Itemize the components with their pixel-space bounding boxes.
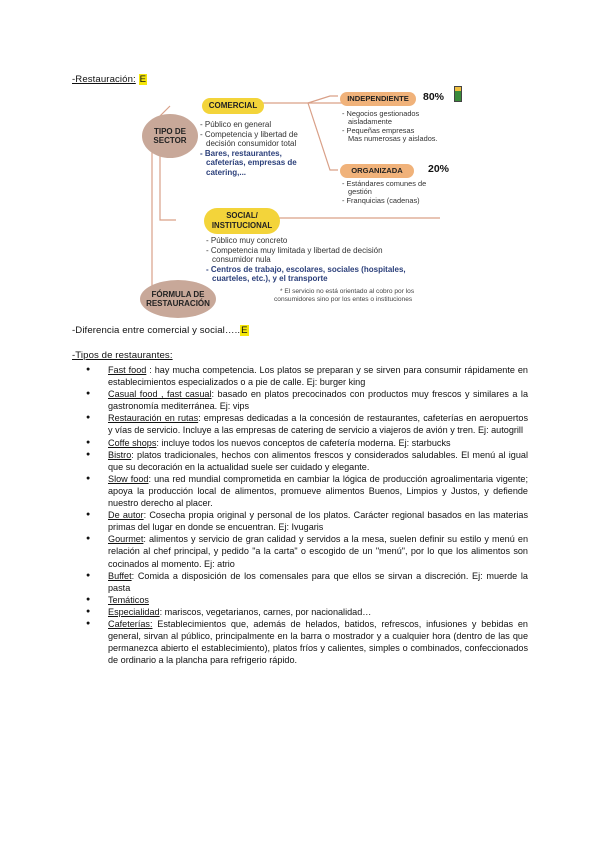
social-bullet: - Competencia muy limitada y libertad de decisión: [206, 245, 383, 255]
restaurant-types-list: [86, 364, 528, 666]
list-item-text: : hay mucha competencia. Los platos se preparan y se sirven para consumir rápidamente en establecimientos especializados o a pie de calle. Ej: burger king: [108, 365, 528, 388]
list-item-term: Especialidad: [108, 606, 160, 617]
diferencia-label: -Diferencia entre comercial y social…..: [72, 325, 241, 336]
independiente-line: - Pequeñas empresas: [342, 125, 415, 135]
tipos-heading: -Tipos de restaurantes:: [72, 350, 173, 361]
organizada-badge: ORGANIZADA: [340, 164, 414, 178]
diagram-footnote: [274, 288, 470, 304]
list-item: [86, 473, 528, 509]
list-item: [86, 437, 528, 449]
list-item: [86, 570, 528, 594]
list-item: [86, 618, 528, 666]
comercial-examples: catering,...: [206, 167, 247, 177]
list-item: [86, 412, 528, 436]
social-examples: - Centros de trabajo, escolares, sociales (hospitales,: [206, 264, 406, 274]
list-item-text: Establecimientos que, además de helados, batidos, refrescos, infusiones y bebidas en general, sirvan al público, principalmente en la barra o mostrador y a cualquier hora (dentro de las que permanezca abierto el establecimiento), platos fríos y calientes, simples o combinados, confeccionados de ordinario a la plancha para refrigerio rápido.: [108, 618, 528, 666]
list-item-text: : platos tradicionales, hechos con alimentos frescos y considerados saludables. El menú al igual que su decoración en la actualidad suele ser cuidado y elegante.: [108, 449, 528, 472]
independiente-line: aisladamente: [348, 117, 392, 127]
highlight-mark: E: [241, 325, 248, 336]
list-item-text: : mariscos, vegetarianos, carnes, por nacionalidad…: [159, 606, 372, 617]
social-badge: [204, 208, 280, 234]
list-item: [86, 606, 528, 618]
list-item-term: Slow food: [108, 473, 149, 484]
comercial-badge: COMERCIAL: [202, 98, 264, 114]
tipo-sector-line-1: TIPO DE: [153, 127, 186, 136]
comercial-bullet: - Público en general: [200, 120, 272, 129]
organizada-details: [342, 180, 462, 205]
list-item-term: De autor: [108, 510, 144, 521]
tipo-sector-node: [142, 114, 198, 158]
list-item: [86, 364, 528, 388]
comercial-details: [200, 120, 330, 178]
comercial-bullet: - Competencia y libertad de: [200, 129, 298, 139]
list-item-term: Restauración en rutas: [108, 413, 199, 424]
formula-line-1: FÓRMULA DE: [151, 290, 205, 299]
list-item-term: Cafeterías:: [108, 618, 153, 629]
independiente-percent: 80%: [423, 91, 445, 103]
list-item-term: Fast food: [108, 365, 147, 375]
list-item-term: Buffet: [108, 570, 132, 581]
social-bullet: consumidor nula: [212, 255, 271, 265]
formula-line-2: RESTAURACIÓN: [146, 299, 210, 308]
highlight-mark: E: [139, 74, 147, 85]
organizada-line: gestión: [348, 187, 372, 197]
list-item-text: : una red mundial comprometida en cambiar la lógica de producción agroalimentaria vigente; apoya la producción local de alimentos, promueve alimentos Buenos, Limpios y Justos, y defiende nuestro derecho al placer.: [108, 473, 528, 509]
list-item-text: : Comida a disposición de los comensales para que ellos se sirvan a discreción. Ej: muerde la pasta: [108, 570, 528, 593]
list-item-term: Casual food , fast casual: [108, 389, 212, 400]
social-label-line-2: INSTITUCIONAL: [211, 221, 273, 230]
organizada-line: - Franquicias (cadenas): [342, 195, 420, 205]
independiente-line: - Negocios gestionados: [342, 109, 420, 118]
diferencia-line: [72, 325, 249, 336]
comercial-examples: cafeterías, empresas de: [206, 158, 297, 168]
social-details: [206, 236, 456, 284]
list-item-text: : incluye todos los nuevos conceptos de cafetería moderna. Ej: starbucks: [156, 437, 451, 448]
formula-node: [140, 280, 216, 318]
footnote-line-2: consumidores sino por los entes o instituciones: [274, 296, 413, 303]
list-item-term: Temáticos: [108, 594, 149, 605]
list-item: [86, 594, 528, 606]
social-bullet: - Público muy concreto: [206, 236, 288, 245]
tipo-sector-line-2: SECTOR: [153, 136, 187, 145]
list-item-text: : empresas dedicadas a la concesión de restaurantes, cafeterías en aeropuertos y vías de servicio. Incluye a las empresas de catering de servicio a viajeros de avión y tren. Ej: autogrill: [108, 413, 528, 436]
independiente-line: Mas numerosas y aislados.: [348, 134, 438, 144]
list-item-text: : Cosecha propia original y personal de los platos. Carácter regional basados en las materias primas del lugar en donde se encuentran. Ej: Ivugaris: [108, 510, 528, 533]
restauracion-label: -Restauración:: [72, 74, 136, 85]
list-item-term: Gourmet: [108, 534, 144, 545]
list-item: [86, 449, 528, 473]
social-label-line-1: SOCIAL/: [226, 211, 258, 220]
restauracion-heading: [72, 74, 147, 85]
footnote-line-1: * El servicio no está orientado al cobro por los: [280, 288, 415, 295]
battery-icon: [454, 86, 462, 102]
list-item-term: Bistro: [108, 449, 132, 460]
list-item: [86, 388, 528, 412]
restauracion-diagram: [140, 86, 470, 322]
list-item: [86, 509, 528, 533]
list-item: [86, 533, 528, 569]
comercial-examples: - Bares, restaurantes,: [200, 148, 282, 158]
list-item-text: : basado en platos precocinados con productos muy frescos y similares a la gastronomía mediterránea. Ej: vips: [108, 389, 529, 412]
independiente-details: [342, 110, 462, 144]
comercial-bullet: decisión consumidor total: [206, 139, 297, 149]
social-examples: cuarteles, etc.), y el transporte: [212, 274, 328, 284]
organizada-line: - Estándares comunes de: [342, 179, 427, 188]
list-item-term: Coffe shops: [108, 437, 157, 448]
independiente-badge: INDEPENDIENTE: [340, 92, 416, 106]
organizada-percent: 20%: [428, 163, 450, 175]
list-item-text: : alimentos y servicio de gran calidad y servidos a la mesa, suelen definir su estilo y menú en relación al chef principal, y pedido "a la carta" o escogido de un "menú", por lo que los alimentos son cocinados al momento. Ej: atrio: [108, 534, 528, 569]
